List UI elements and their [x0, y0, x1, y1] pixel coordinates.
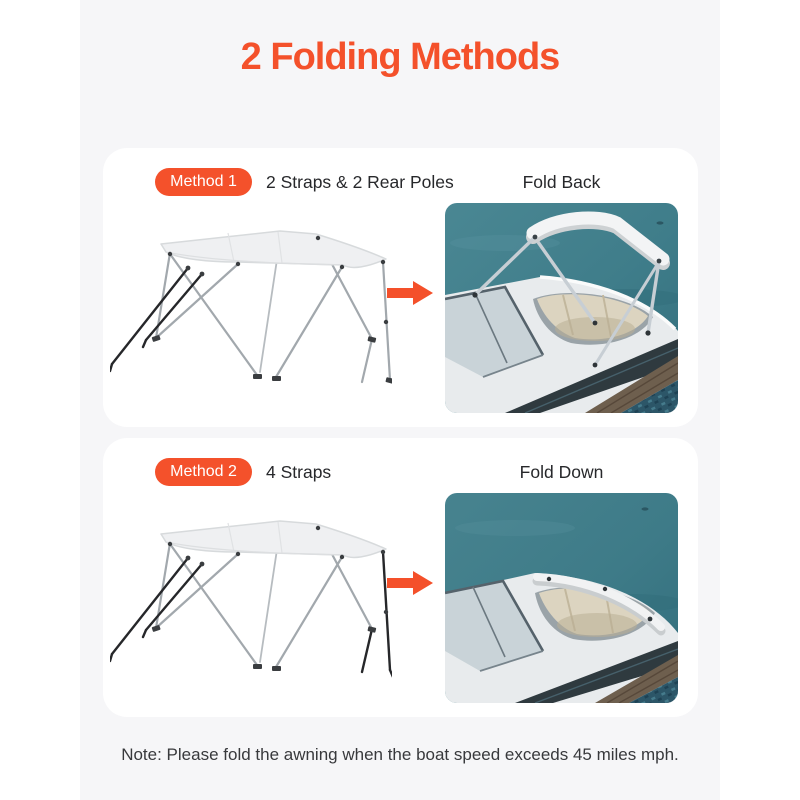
canopy-fabric: [161, 521, 386, 557]
fold-back-photo-svg: [445, 203, 678, 413]
method-2-result-label: Fold Down: [519, 462, 604, 482]
arrow-right-icon: [387, 281, 433, 305]
method-1-description: 2 Straps & 2 Rear Poles: [266, 172, 454, 192]
content-band: [80, 0, 720, 800]
method-2-description: 4 Straps: [266, 462, 332, 482]
bimini-frame-illustration: [110, 512, 392, 700]
method-2-badge: Method 2: [155, 458, 252, 486]
page-title: 2 Folding Methods: [240, 36, 560, 78]
bimini-frame-svg: [110, 512, 392, 700]
canopy-fabric: [161, 231, 386, 267]
bimini-frame-svg: [110, 222, 392, 410]
method-1-result-label: Fold Back: [522, 172, 601, 192]
fold-down-photo-svg: [445, 493, 678, 703]
water-speck: [642, 507, 649, 510]
bimini-frame-illustration: [110, 222, 392, 410]
method-1-card: [103, 148, 698, 427]
front-straps: [110, 558, 202, 661]
front-straps: [110, 268, 202, 371]
boat-photo-fold-down: [445, 493, 678, 703]
method-2-card: [103, 438, 698, 717]
water-speck: [657, 221, 664, 224]
note-text: Note: Please fold the awning when the boat speed exceeds 45 miles mph.: [121, 745, 679, 764]
arrow-right-icon: [387, 571, 433, 595]
boat-photo-fold-back: [445, 203, 678, 413]
method-1-badge: Method 1: [155, 168, 252, 196]
